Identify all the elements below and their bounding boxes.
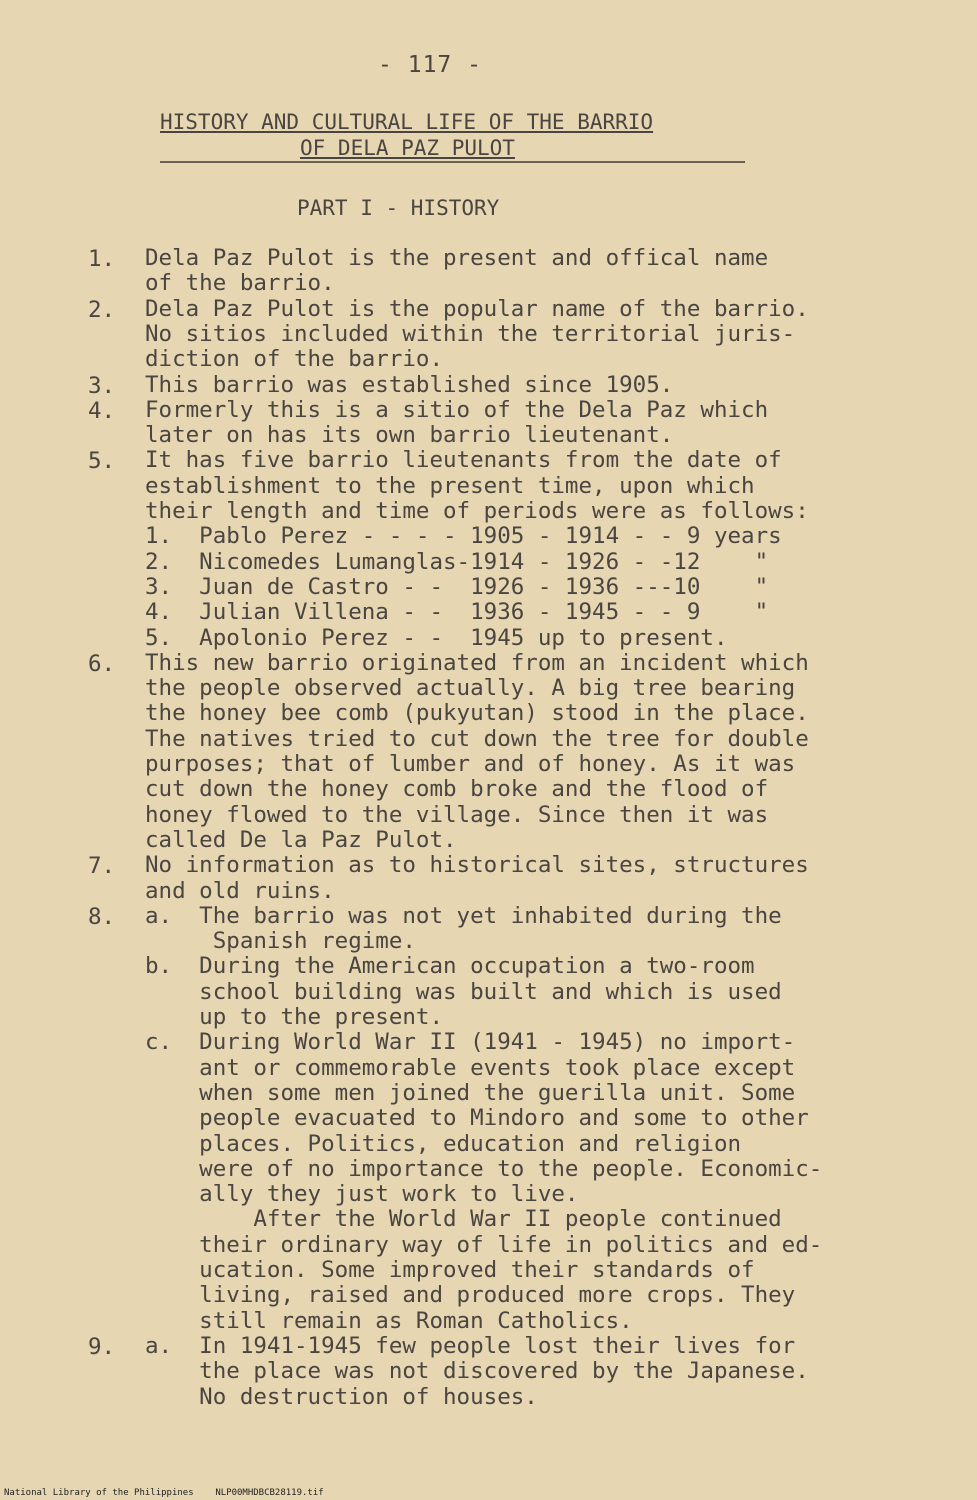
text-line: purposes; that of lumber and of honey. As it was <box>145 751 796 777</box>
text-line: when some men joined the guerilla unit. Some <box>145 1079 796 1106</box>
item-number: 3. <box>88 372 116 399</box>
text-line: establishment to the present time, upon which <box>145 472 755 499</box>
text-line: Dela Paz Pulot is the present and offical name <box>145 245 769 271</box>
text-line: people evacuated to Mindoro and some to other <box>145 1105 809 1132</box>
text-line: of the barrio. <box>145 270 335 297</box>
text-line: the people observed actually. A big tree bearing <box>145 675 796 702</box>
title-rule <box>160 161 745 163</box>
item-number: 4. <box>88 397 116 424</box>
text-line: were of no importance to the people. Economic- <box>145 1155 823 1182</box>
text-line: The natives tried to cut down the tree for double <box>145 725 809 752</box>
text-line: and old ruins. <box>145 877 335 904</box>
page-number: - 117 - <box>378 52 482 78</box>
text-line: 4. Julian Villena - - 1936 - 1945 - - 9 " <box>145 599 769 626</box>
text-line: the place was not discovered by the Japanese. <box>145 1358 809 1385</box>
text-line: c. During World War II (1941 - 1945) no import- <box>145 1029 796 1056</box>
text-line: diction of the barrio. <box>145 346 444 373</box>
text-line: up to the present. <box>145 1004 444 1030</box>
text-line: This barrio was established since 1905. <box>145 371 674 398</box>
text-line: No sitios included within the territorial juris- <box>145 320 796 347</box>
item-number: 9. <box>88 1333 116 1360</box>
text-line: still remain as Roman Catholics. <box>145 1307 633 1334</box>
text-line: Spanish regime. <box>145 928 416 955</box>
text-line: ant or commemorable events took place except <box>145 1054 796 1081</box>
text-line: living, raised and produced more crops. They <box>145 1282 796 1309</box>
text-line: called De la Paz Pulot. <box>145 826 457 853</box>
text-line: 1. Pablo Perez - - - - 1905 - 1914 - - 9 years <box>145 523 782 550</box>
document-title-line2: OF DELA PAZ PULOT <box>300 136 515 160</box>
text-line: ally they just work to live. <box>145 1181 579 1208</box>
archive-footer: National Library of the Philippines NLP00MHDBCB28119.tif <box>4 1488 324 1498</box>
text-line: Dela Paz Pulot is the popular name of the barrio. <box>145 295 809 322</box>
text-line: After the World War II people continued <box>145 1206 782 1233</box>
item-number: 1. <box>88 246 116 272</box>
text-line: ucation. Some improved their standards of <box>145 1257 755 1283</box>
text-line: No destruction of houses. <box>145 1383 538 1410</box>
text-line: 5. Apolonio Perez - - 1945 up to present. <box>145 624 728 651</box>
text-line: cut down the honey comb broke and the flood of <box>145 776 769 803</box>
text-line: No information as to historical sites, structures <box>145 852 809 879</box>
text-line: a. In 1941-1945 few people lost their lives for <box>145 1332 796 1359</box>
text-line: places. Politics, education and religion <box>145 1130 742 1157</box>
text-line: honey flowed to the village. Since then it was <box>145 801 769 828</box>
item-number: 6. <box>88 650 116 677</box>
part-heading: PART I - HISTORY <box>297 196 500 220</box>
text-line: school building was built and which is used <box>145 978 782 1005</box>
text-line: b. During the American occupation a two-room <box>145 953 755 980</box>
item-number: 8. <box>88 903 116 930</box>
item-number: 2. <box>88 296 116 323</box>
text-line: 3. Juan de Castro - - 1926 - 1936 ---10 " <box>145 573 769 600</box>
text-line: their ordinary way of life in politics and ed- <box>145 1231 823 1258</box>
text-line: the honey bee comb (pukyutan) stood in the place. <box>145 700 809 727</box>
document-title-line1: HISTORY AND CULTURAL LIFE OF THE BARRIO <box>160 110 654 134</box>
text-line: their length and time of periods were as follows: <box>145 498 809 524</box>
text-line: It has five barrio lieutenants from the date of <box>145 447 782 474</box>
text-line: a. The barrio was not yet inhabited during the <box>145 902 782 929</box>
text-line: This new barrio originated from an incident which <box>145 649 809 676</box>
text-line: later on has its own barrio lieutenant. <box>145 422 674 449</box>
item-number: 5. <box>88 448 116 475</box>
item-number: 7. <box>88 853 116 880</box>
text-line: Formerly this is a sitio of the Dela Paz which <box>145 396 769 423</box>
text-line: 2. Nicomedes Lumanglas-1914 - 1926 - -12 " <box>145 548 769 575</box>
